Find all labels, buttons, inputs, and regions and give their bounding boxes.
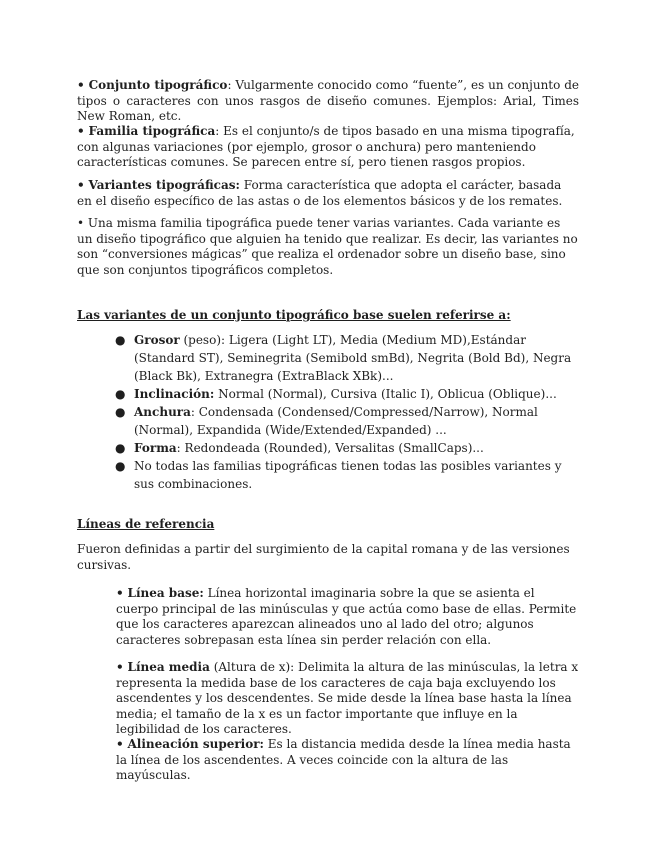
list-bullet: ● [115, 441, 126, 455]
definition-text: : Vulgarmente conocido como “fuente”, es un conjunto de tipos o caracteres con unos rasgos de diseño comunes. Ejemplos: Arial, Times New Roman, etc. [77, 78, 579, 123]
definition-text: Es la distancia medida desde la línea media hasta la línea de los ascendentes. A veces coincide con la altura de las mayúsculas. [116, 737, 571, 782]
paragraph-variantes-tipograficas [77, 178, 579, 209]
list-item-text: No todas las familias tipográficas tienen todas las posibles variantes y sus combinaciones. [134, 459, 562, 491]
term-forma: Forma [134, 441, 177, 455]
term-anchura: Anchura [134, 405, 191, 419]
list-item-text: Normal (Normal), Cursiva (Italic I), Oblicua (Oblique)... [214, 387, 557, 401]
list-item-inclinacion [77, 385, 579, 403]
list-item-anchura [77, 403, 579, 439]
definition-text: Forma característica que adopta el carácter, basada en el diseño específico de las astas o de los elementos básicos y de los remates. [77, 178, 563, 208]
list-bullet: ● [115, 333, 126, 347]
paragraph-intro-lineas [77, 542, 579, 573]
list-item-grosor [77, 331, 579, 385]
paragraph-familia-variantes [77, 216, 579, 278]
definition-text: (Altura de x): Delimita la altura de las minúsculas, la letra x representa la medida base de los caracteres de caja baja excluyendo los ascendentes y los descendentes. Se mide desde la línea base hasta la línea media; el tamaño de la x es un factor importante que influye en la legibilidad de los caracteres. [116, 660, 579, 736]
variants-list [77, 331, 579, 493]
list-item-nota [77, 457, 579, 493]
term-linea-media: Línea media [127, 660, 210, 674]
definition-text: : Es el conjunto/s de tipos basado en una misma tipografía, con algunas variaciones (por ejemplo, grosor o anchura) pero manteniendo características comunes. Se parecen entre sí, pero tienen rasgos propios. [77, 124, 575, 169]
paragraph-familia-tipografica [77, 124, 579, 171]
list-item-text: (peso): Ligera (Light LT), Media (Medium MD),Estándar (Standard ST), Seminegrita (Semibold smBd), Negrita (Bold Bd), Negra (Black Bk), Extranegra (ExtraBlack XBk)... [134, 333, 572, 383]
list-item-text: : Redondeada (Rounded), Versalitas (SmallCaps)... [176, 441, 484, 455]
paragraph-linea-base [116, 586, 579, 648]
definition-text: Línea horizontal imaginaria sobre la que se asienta el cuerpo principal de las minúsculas y que actúa como base de ellas. Permite que los caracteres aparezcan alineados uno al lado del otro; algunos caracteres sobrepasan esta línea sin perder relación con ella. [116, 586, 577, 647]
section-heading-variantes: Las variantes de un conjunto tipográfico base suelen referirse a: [77, 308, 511, 322]
bullet: • [77, 124, 85, 138]
list-bullet: ● [115, 405, 126, 419]
paragraph-text: • Una misma familia tipográfica puede tener varias variantes. Cada variante es un diseño tipográfico que alguien ha tenido que realizar. Es decir, las variantes no son “conversiones mágicas” que realiza el ordenador sobre un diseño base, sino que son conjuntos tipográficos completos. [77, 216, 578, 277]
term-linea-base: Línea base: [127, 586, 204, 600]
list-bullet: ● [115, 459, 126, 473]
list-item-text: : Condensada (Condensed/Compressed/Narrow), Normal (Normal), Expandida (Wide/Extended/Expanded) ... [134, 405, 538, 437]
term-grosor: Grosor [134, 333, 180, 347]
bullet: • [77, 78, 85, 92]
paragraph-alineacion-superior [116, 737, 579, 784]
term-familia-tipografica: Familia tipográfica [88, 124, 216, 138]
term-inclinacion: Inclinación: [134, 387, 215, 401]
bullet: • [116, 660, 124, 674]
bullet: • [77, 178, 85, 192]
term-variantes-tipograficas: Variantes tipográficas: [88, 178, 240, 192]
list-bullet: ● [115, 387, 126, 401]
bullet: • [116, 737, 124, 751]
term-alineacion-superior: Alineación superior: [127, 737, 264, 751]
paragraph-conjunto-tipografico [77, 78, 579, 125]
term-conjunto-tipografico: Conjunto tipográfico [88, 78, 228, 92]
section-heading-lineas: Líneas de referencia [77, 517, 215, 531]
list-item-forma [77, 439, 579, 457]
paragraph-text: Fueron definidas a partir del surgimiento de la capital romana y de las versiones cursivas. [77, 542, 570, 572]
bullet: • [116, 586, 124, 600]
paragraph-linea-media [116, 660, 579, 738]
